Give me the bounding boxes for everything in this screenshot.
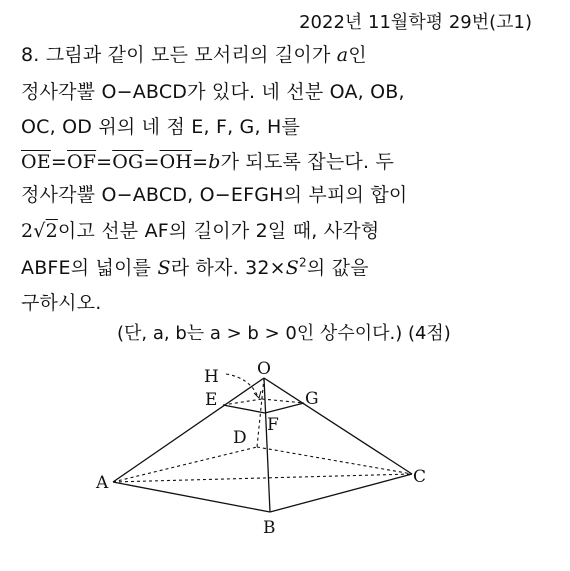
exponent: 2 — [298, 255, 307, 270]
var-a: a — [336, 44, 349, 66]
sqrt-symbol: √ — [33, 220, 46, 242]
label-e: E — [205, 390, 218, 410]
var-b: b — [208, 151, 221, 173]
edge-ad — [113, 447, 257, 482]
text: 그림과 같이 모든 모서리의 길이가 — [45, 44, 337, 66]
text: 이고 선분 AF의 길이가 2일 때, 사각형 — [57, 220, 380, 242]
equals: = — [192, 151, 209, 173]
edge-ef — [223, 405, 265, 413]
edge-oc — [264, 378, 412, 474]
label-c: C — [413, 467, 427, 487]
equals: = — [50, 151, 67, 173]
segment-oh: $\overline{OH}$ — [159, 151, 193, 173]
text: ABFE의 넓이를 — [21, 257, 158, 279]
edge-bc — [270, 474, 412, 512]
label-a: A — [96, 473, 109, 493]
problem-line-8: 구하시오. — [21, 292, 102, 314]
equals: = — [143, 151, 160, 173]
label-o: O — [257, 359, 271, 379]
condition-note: (단, a, b는 a > b > 0인 상수이다.) (4점) — [117, 323, 451, 344]
coef-two: 2 — [21, 220, 34, 242]
source-label: 2022년 11월학평 29번(고1) — [299, 12, 532, 33]
segment-of: $\overline{OF}$ — [66, 151, 97, 173]
text: 가 되도록 잡는다. 두 — [220, 151, 394, 173]
label-d: D — [233, 428, 247, 448]
var-s: S — [157, 257, 171, 279]
text: 라 하자. 32× — [170, 257, 286, 279]
segment-oe: $\overline{OE}$ — [21, 151, 51, 173]
label-f: F — [267, 415, 279, 435]
edge-fg — [265, 403, 304, 413]
equals: = — [96, 151, 113, 173]
edge-ob — [264, 378, 270, 512]
edge-ab — [113, 482, 270, 512]
radicand: 2 — [45, 220, 58, 242]
edge-dc — [257, 447, 412, 474]
problem-line-3: OC, OD 위의 네 점 E, F, G, H를 — [21, 116, 300, 138]
text: 인 — [348, 44, 367, 66]
label-h: H — [204, 367, 219, 387]
label-g: G — [305, 389, 319, 409]
problem-number: 8. — [21, 44, 40, 66]
segment-og: $\overline{OG}$ — [112, 151, 144, 173]
text: 의 값을 — [306, 257, 369, 279]
label-b: B — [263, 518, 276, 538]
diagonal-ac — [113, 474, 412, 482]
problem-line-2: 정사각뿔 O−ABCD가 있다. 네 선분 OA, OB, — [21, 81, 405, 103]
problem-line-5: 정사각뿔 O−ABCD, O−EFGH의 부피의 합이 — [21, 184, 408, 206]
var-s: S — [285, 257, 299, 279]
arrow-head-icon — [254, 391, 261, 398]
